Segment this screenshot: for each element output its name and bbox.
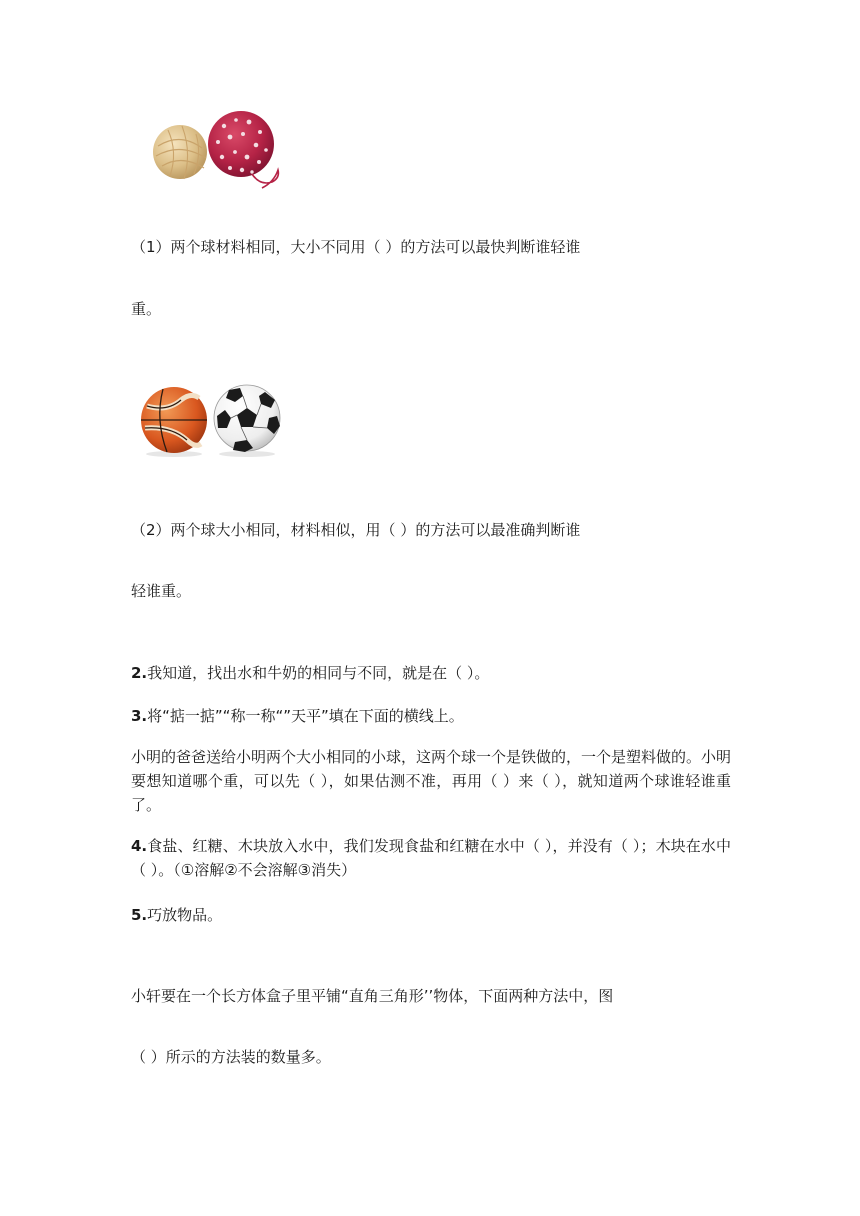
question-4	[131, 834, 731, 882]
q1-part2-line1: （2）两个球大小相同，材料相似，用（ ）的方法可以最准确判断谁	[131, 521, 581, 539]
question-2-text: 我知道，找出水和牛奶的相同与不同，就是在（ ）。	[147, 664, 490, 682]
question-5-title	[131, 904, 222, 926]
red-yarn-ball-icon	[208, 111, 278, 188]
q1-part1-line1: （1）两个球材料相同，大小不同用（ ）的方法可以最快判断谁轻谁	[131, 238, 581, 256]
question-5-line2: （ ）所示的方法装的数量多。	[131, 1048, 331, 1066]
football-icon	[214, 385, 280, 452]
yarn-balls-image	[148, 102, 288, 194]
question-4-number: 4.	[131, 837, 148, 855]
basketball-icon	[141, 387, 207, 453]
question-5-number: 5.	[131, 906, 148, 924]
question-3-title	[131, 705, 464, 727]
q1-part1-line2: 重。	[131, 300, 162, 318]
q1-part2-line2: 轻谁重。	[131, 582, 192, 600]
sports-balls-image	[137, 382, 283, 458]
question-2	[131, 662, 489, 684]
question-3-number: 3.	[131, 707, 148, 725]
question-4-text: 食盐、红糖、木块放入水中，我们发现食盐和红糖在水中（ ），并没有（ ）；木块在水中（ ）。（①溶解②不会溶解③消失）	[131, 837, 731, 879]
question-3-title-text: 将“掂一掂”“称一称“”天平”填在下面的横线上。	[147, 707, 464, 725]
tan-yarn-ball-icon	[153, 125, 207, 179]
question-2-number: 2.	[131, 664, 148, 682]
question-3-body: 小明的爸爸送给小明两个大小相同的小球，这两个球一个是铁做的，一个是塑料做的。小明要想知道哪个重，可以先（ ），如果估测不准，再用（ ）来（ ），就知道两个球谁轻谁重了。	[131, 748, 732, 814]
question-5-title-text: 巧放物品。	[147, 906, 223, 924]
question-5-line1: 小轩要在一个长方体盒子里平铺“直角三角形’’物体，下面两种方法中，图	[131, 987, 614, 1005]
